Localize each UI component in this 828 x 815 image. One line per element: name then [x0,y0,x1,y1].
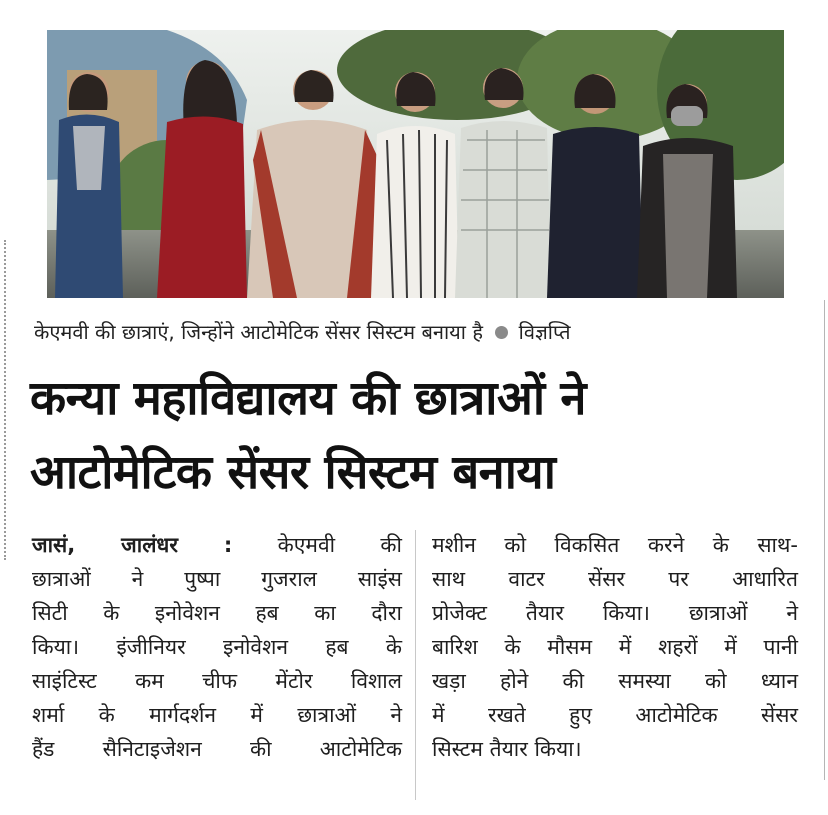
article-line: साथ वाटर सेंसर पर आधारित [432,567,798,591]
headline-line-1: कन्या महाविद्यालय की छात्राओं ने [30,371,586,426]
article-line: बारिश के मौसम में शहरों में पानी [432,635,798,659]
headline-line-2: आटोमेटिक सेंसर सिस्टम बनाया [30,445,556,500]
article-line: सिटी के इनोवेशन हब का दौरा [32,601,402,625]
article-line: हैंड सैनिटाइजेशन की आटोमेटिक [32,737,402,761]
page-edge-mark [4,240,8,560]
headline [30,362,810,510]
article-line-text: केएमवी की [277,533,402,557]
bullet-icon [495,326,508,339]
article-line: प्रोजेक्ट तैयार किया। छात्राओं ने [432,601,798,625]
article-line: किया। इंजीनियर इनोवेशन हब के [32,635,402,659]
article-line: साइंटिस्ट कम चीफ मेंटोर विशाल [32,669,402,693]
article-line [32,528,402,562]
article-line: में रखते हुए आटोमेटिक सेंसर [432,703,798,727]
group-photo-icon [47,30,784,298]
dateline: जासं, जालंधर : [32,533,233,557]
article-line: मशीन को विकसित करने के साथ- [432,533,798,557]
group-photo [47,30,784,298]
article-line: छात्राओं ने पुष्पा गुजराल साइंस [32,567,402,591]
article-line: शर्मा के मार्गदर्शन में छात्राओं ने [32,703,402,727]
article-line: सिस्टम तैयार किया। [432,737,582,761]
photo-caption [34,318,794,346]
page-edge-rule [824,300,825,780]
article-line: खड़ा होने की समस्या को ध्यान [432,669,798,693]
column-divider [415,530,416,800]
caption-credit: विज्ञप्ति [518,320,571,344]
article-column-2 [432,528,798,766]
caption-text: केएमवी की छात्राएं, जिन्होंने आटोमेटिक सेंसर सिस्टम बनाया है [34,320,483,344]
article-column-1 [32,528,402,766]
